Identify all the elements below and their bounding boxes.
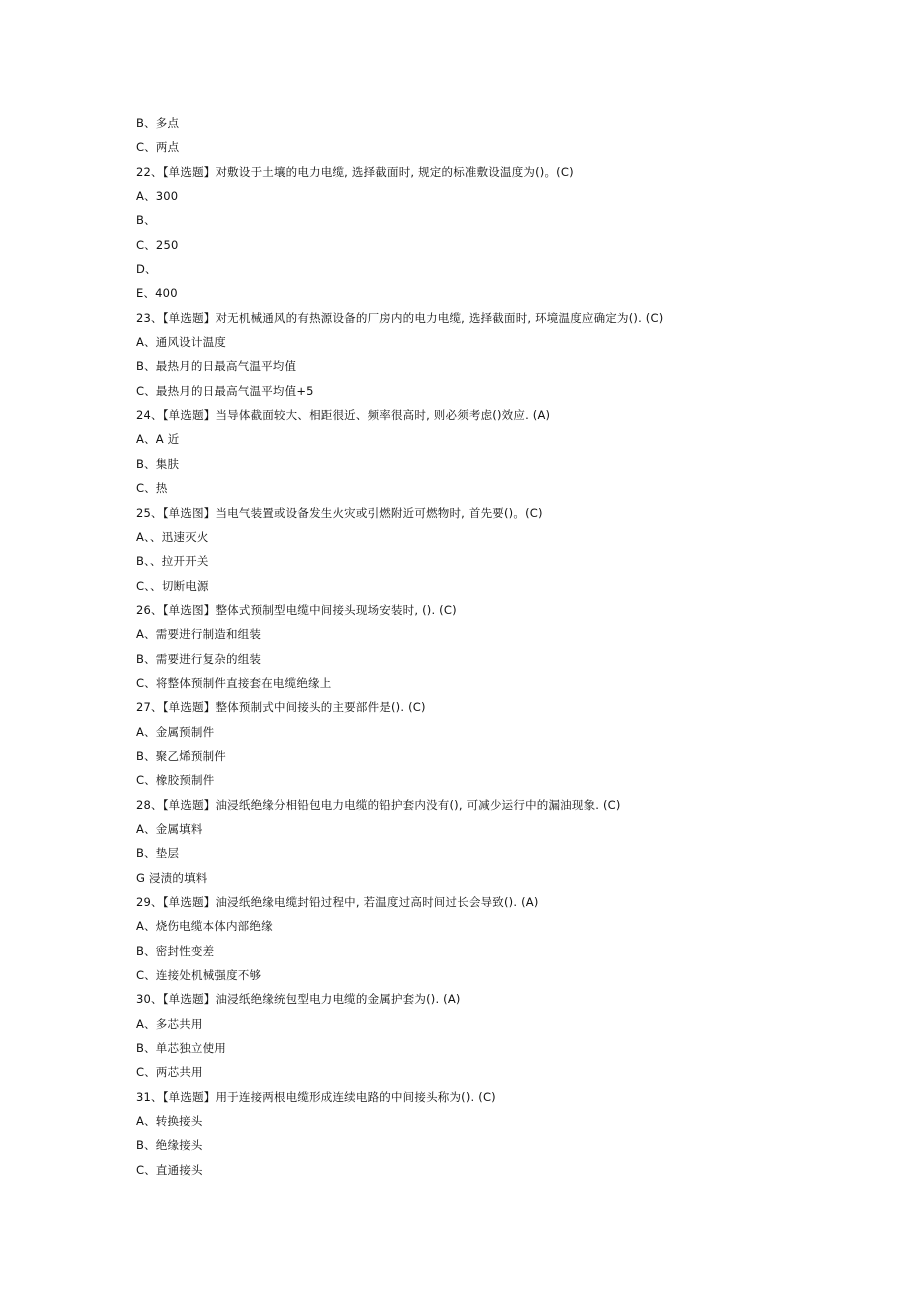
option-text: C、、切断电源 (136, 578, 209, 593)
question-text: 24、【单选题】当导体截面较大、相距很近、频率很高时, 则必须考虑()效应. (A) (136, 408, 551, 423)
option-text: B、聚乙烯预制件 (136, 748, 226, 763)
option-text: B、、拉开开关 (136, 554, 209, 569)
option-text: A、金属填料 (136, 821, 203, 836)
option-text: B、密封性变差 (136, 943, 215, 958)
option-text: G 浸渍的填料 (136, 870, 208, 885)
question-text: 31、【单选题】用于连接两根电缆形成连续电路的中间接头称为(). (C) (136, 1089, 496, 1104)
question-list (136, 113, 836, 1184)
option-text: C、两点 (136, 140, 180, 155)
option-text: A、转换接头 (136, 1114, 203, 1129)
option-text: A、A 近 (136, 432, 180, 447)
option-text: B、多点 (136, 116, 180, 130)
option-text: C、直通接头 (136, 1162, 203, 1177)
option-text: B、绝缘接头 (136, 1138, 203, 1153)
option-text: A、多芯共用 (136, 1016, 203, 1031)
option-text: A、、迅速灭火 (136, 529, 209, 544)
option-text: A、通风设计温度 (136, 335, 226, 350)
question-text: 23、【单选题】对无机械通风的有热源设备的厂房内的电力电缆, 选择截面时, 环境温度应确定为(). (C) (136, 310, 664, 325)
option-text: A、300 (136, 189, 179, 204)
option-text: B、垫层 (136, 846, 180, 861)
question-text: 27、【单选题】整体预制式中间接头的主要部件是(). (C) (136, 700, 426, 715)
option-text: C、热 (136, 481, 168, 496)
question-text: 30、【单选题】油浸纸绝缘统包型电力电缆的金属护套为(). (A) (136, 992, 461, 1007)
question-text: 22、【单选题】对敷设于土壤的电力电缆, 选择截面时, 规定的标准敷设温度为()。(C) (136, 164, 574, 179)
option-text: B、 (136, 213, 156, 228)
option-text: B、单芯独立使用 (136, 1041, 226, 1056)
option-text: A、金属预制件 (136, 724, 215, 739)
option-text: C、橡胶预制件 (136, 773, 215, 788)
option-text: C、250 (136, 237, 179, 252)
option-text: C、两芯共用 (136, 1065, 203, 1080)
question-text: 25、【单选图】当电气装置或设备发生火灾或引燃附近可燃物时, 首先要()。(C) (136, 505, 543, 520)
option-text: E、400 (136, 286, 178, 301)
option-text: D、 (136, 262, 157, 277)
option-text: C、将整体预制件直接套在电缆绝缘上 (136, 675, 332, 690)
option-text: A、需要进行制造和组装 (136, 627, 262, 642)
option-text: B、最热月的日最高气温平均值 (136, 359, 297, 374)
question-text: 28、【单选题】油浸纸绝缘分相铅包电力电缆的铅护套内没有(), 可减少运行中的漏油现象. (C) (136, 797, 621, 812)
option-text: C、最热月的日最高气温平均值+5 (136, 383, 314, 398)
question-text: 26、【单选图】整体式预制型电缆中间接头现场安装时, (). (C) (136, 602, 457, 617)
option-text: B、需要进行复杂的组装 (136, 651, 262, 666)
option-text: A、烧伤电缆本体内部绝缘 (136, 919, 273, 934)
option-text: C、连接处机械强度不够 (136, 968, 262, 983)
option-text: B、集肤 (136, 456, 180, 471)
question-text: 29、【单选题】油浸纸绝缘电缆封铅过程中, 若温度过高时间过长会导致(). (A) (136, 895, 539, 909)
